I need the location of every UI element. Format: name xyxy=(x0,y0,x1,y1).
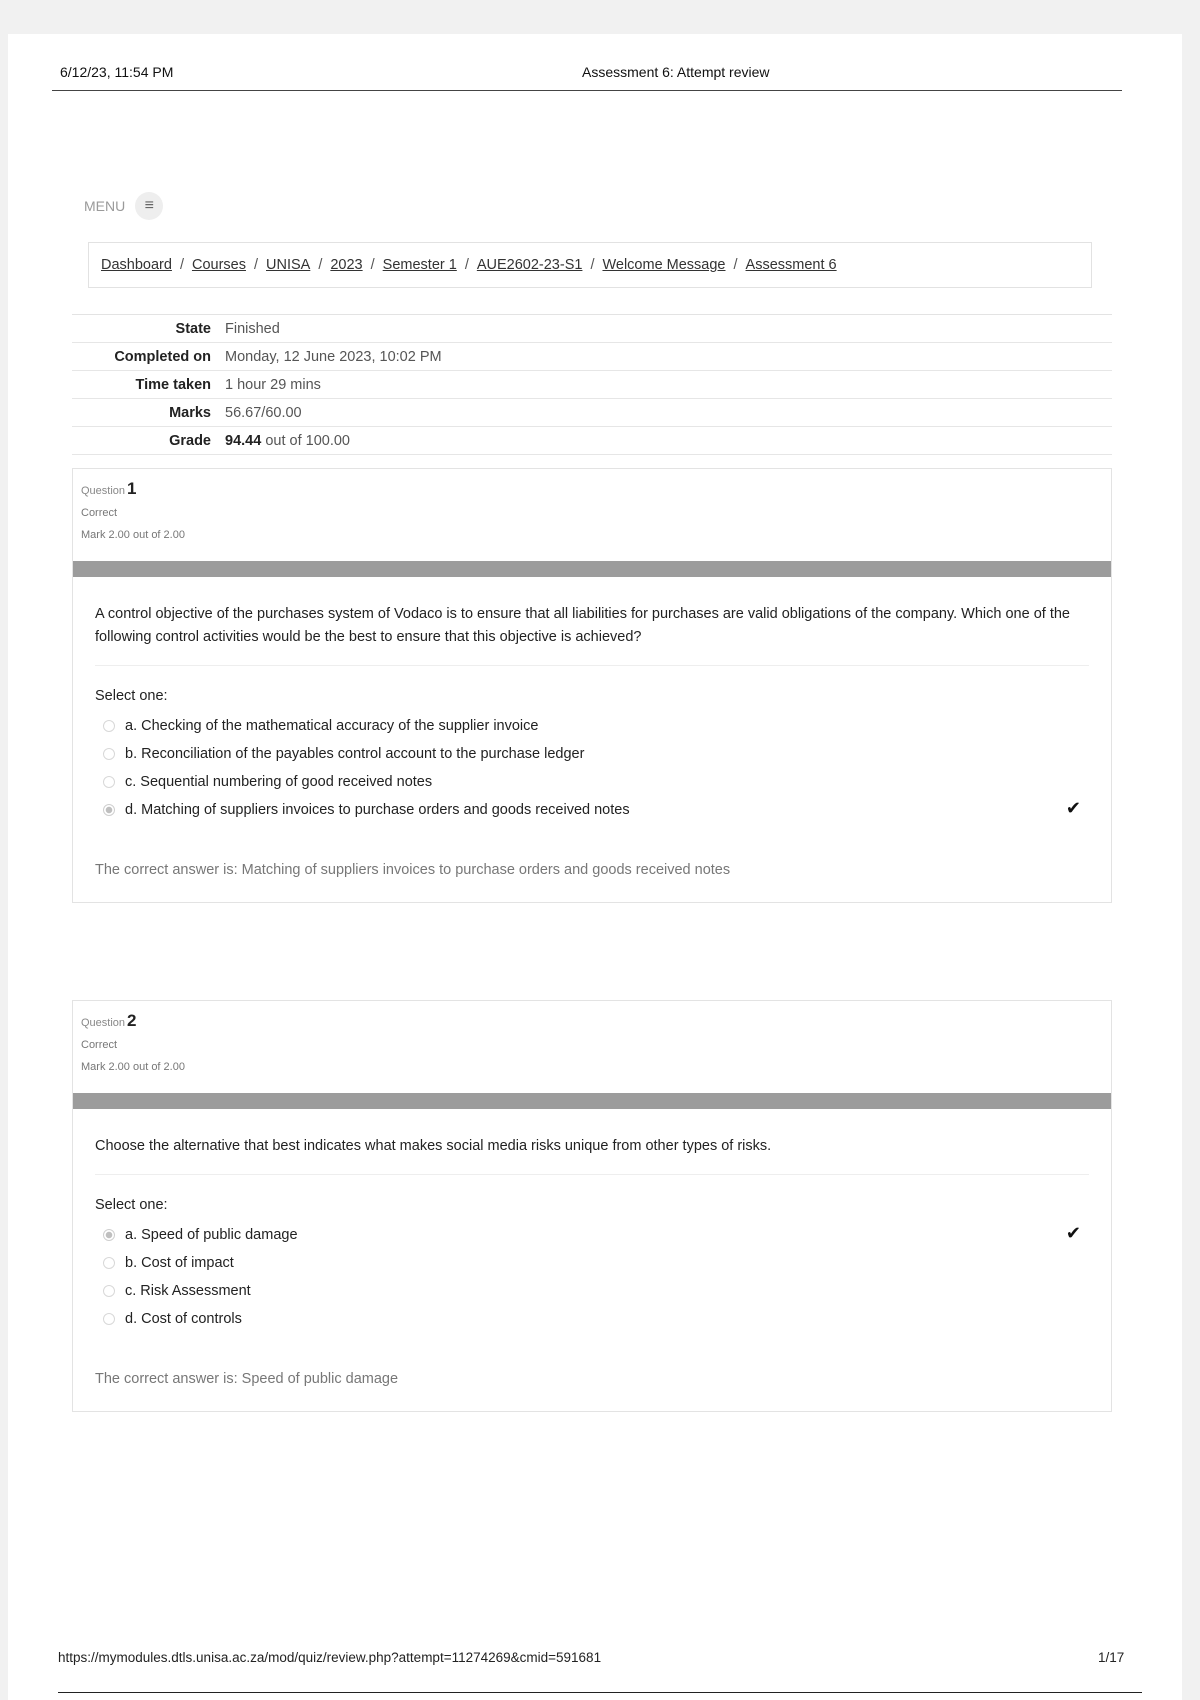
answer-option-d[interactable] xyxy=(95,1305,1089,1333)
answer-option-b[interactable] xyxy=(95,740,1089,768)
option-label: c. Sequential numbering of good received notes xyxy=(125,774,433,790)
breadcrumb-dashboard[interactable]: Dashboard xyxy=(101,257,172,273)
question-number xyxy=(81,1011,1103,1031)
radio-button[interactable] xyxy=(103,776,115,788)
breadcrumb-unisa[interactable]: UNISA xyxy=(266,257,311,273)
summary-key: Time taken xyxy=(135,376,211,393)
breadcrumb-semester[interactable]: Semester 1 xyxy=(382,257,457,273)
option-label: c. Risk Assessment xyxy=(125,1283,251,1299)
summary-row-state xyxy=(72,315,1112,343)
option-label: b. Cost of impact xyxy=(125,1255,234,1271)
summary-key: Marks xyxy=(169,404,211,421)
breadcrumb-courses[interactable]: Courses xyxy=(191,257,246,273)
print-date: 6/12/23, 11:54 PM xyxy=(60,64,174,80)
question-number-value: 2 xyxy=(127,1011,137,1030)
option-label: b. Reconciliation of the payables control account to the purchase ledger xyxy=(125,746,585,762)
question-info xyxy=(73,1001,1111,1093)
question-state: Correct xyxy=(81,1039,118,1051)
option-label: a. Checking of the mathematical accuracy of the supplier invoice xyxy=(125,718,539,734)
summary-value: 1 hour 29 mins xyxy=(225,376,321,393)
question-number-value: 1 xyxy=(127,479,137,498)
question-text: Choose the alternative that best indicates what makes social media risks unique from other types of risks. xyxy=(95,1135,1089,1175)
summary-row-completed xyxy=(72,343,1112,371)
question-state: Correct xyxy=(81,507,118,519)
summary-key: Grade xyxy=(169,432,211,449)
question-label: Question xyxy=(81,485,126,497)
radio-button[interactable] xyxy=(103,1257,115,1269)
radio-button-selected[interactable] xyxy=(103,804,115,816)
checkmark-icon: ✔ xyxy=(1065,1223,1081,1243)
option-label: d. Matching of suppliers invoices to purchase orders and goods received notes xyxy=(125,802,630,818)
checkmark-icon: ✔ xyxy=(1065,798,1081,818)
breadcrumb-assessment[interactable]: Assessment 6 xyxy=(745,257,837,273)
radio-button[interactable] xyxy=(103,748,115,760)
question-mark: Mark 2.00 out of 2.00 xyxy=(81,1061,185,1073)
correct-answer-feedback: The correct answer is: Speed of public damage xyxy=(95,1371,399,1387)
summary-row-grade xyxy=(72,427,1112,455)
radio-button[interactable] xyxy=(103,1313,115,1325)
answer-option-c[interactable] xyxy=(95,1277,1089,1305)
print-title: Assessment 6: Attempt review xyxy=(582,64,770,80)
correct-answer-feedback: The correct answer is: Matching of suppliers invoices to purchase orders and goods received notes xyxy=(95,862,731,878)
footer-rule xyxy=(58,1692,1142,1693)
question-mark: Mark 2.00 out of 2.00 xyxy=(81,529,185,541)
breadcrumb-separator: / xyxy=(733,257,738,273)
summary-row-marks xyxy=(72,399,1112,427)
breadcrumb-separator: / xyxy=(370,257,375,273)
print-header xyxy=(52,62,1122,91)
question-number xyxy=(81,479,1103,499)
option-label: a. Speed of public damage xyxy=(125,1227,298,1243)
attempt-summary-table xyxy=(72,300,1112,455)
question-divider-bar xyxy=(73,561,1111,577)
print-footer-url: https://mymodules.dtls.unisa.ac.za/mod/quiz/review.php?attempt=11274269&cmid=591681 xyxy=(58,1650,602,1665)
summary-row-time xyxy=(72,371,1112,399)
answer-option-d[interactable] xyxy=(95,796,1089,824)
answer-option-a[interactable] xyxy=(95,712,1089,740)
question-card-1 xyxy=(72,468,1112,903)
breadcrumb-year[interactable]: 2023 xyxy=(330,257,363,273)
menu-toggle[interactable] xyxy=(84,192,163,220)
grade-suffix: out of 100.00 xyxy=(265,432,350,449)
summary-key: Completed on xyxy=(114,348,211,365)
question-info xyxy=(73,469,1111,561)
answer-option-a[interactable] xyxy=(95,1221,1089,1249)
question-text: A control objective of the purchases system of Vodaco is to ensure that all liabilities for purchases are valid obligations of the company. Which one of the following control activities would be the best to ensure that this objective is achieved? xyxy=(95,603,1089,666)
breadcrumb-separator: / xyxy=(318,257,323,273)
hamburger-icon[interactable]: ≡ xyxy=(135,192,163,220)
option-label: d. Cost of controls xyxy=(125,1311,242,1327)
select-prompt: Select one: xyxy=(95,1197,168,1213)
answer-option-b[interactable] xyxy=(95,1249,1089,1277)
breadcrumb-separator: / xyxy=(464,257,469,273)
breadcrumb xyxy=(88,242,1092,288)
summary-key: State xyxy=(175,320,211,337)
summary-value: 56.67/60.00 xyxy=(225,404,302,421)
answer-option-c[interactable] xyxy=(95,768,1089,796)
question-card-2 xyxy=(72,1000,1112,1412)
breadcrumb-course[interactable]: AUE2602-23-S1 xyxy=(476,257,583,273)
radio-button[interactable] xyxy=(103,1285,115,1297)
breadcrumb-separator: / xyxy=(590,257,595,273)
print-footer-page-number: 1/17 xyxy=(1098,1650,1125,1665)
question-content xyxy=(73,577,1111,902)
radio-button[interactable] xyxy=(103,720,115,732)
summary-cutoff-row xyxy=(72,300,1112,315)
select-prompt: Select one: xyxy=(95,688,168,704)
question-content xyxy=(73,1109,1111,1411)
radio-button-selected[interactable] xyxy=(103,1229,115,1241)
grade-value: 94.44 xyxy=(225,432,262,449)
summary-value xyxy=(225,433,350,449)
question-divider-bar xyxy=(73,1093,1111,1109)
summary-value: Monday, 12 June 2023, 10:02 PM xyxy=(225,348,442,365)
breadcrumb-separator: / xyxy=(253,257,258,273)
summary-value: Finished xyxy=(225,320,280,337)
menu-label: MENU xyxy=(84,198,126,214)
breadcrumb-separator: / xyxy=(179,257,184,273)
breadcrumb-welcome[interactable]: Welcome Message xyxy=(602,257,726,273)
question-label: Question xyxy=(81,1017,126,1029)
